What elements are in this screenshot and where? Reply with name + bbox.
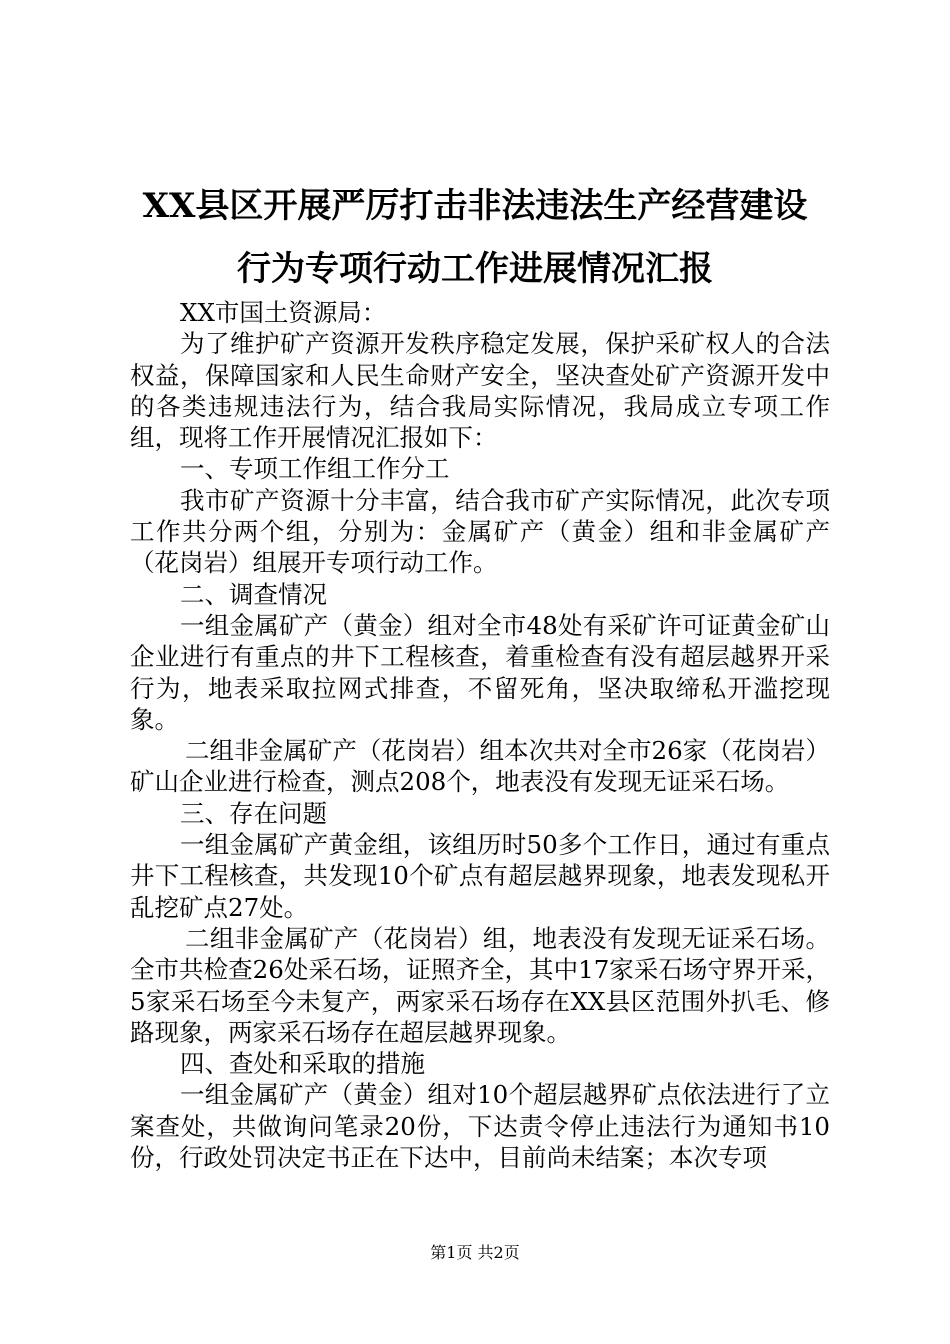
paragraph-measures-group1: 一组金属矿产（黄金）组对10个超层越界矿点依法进行了立案查处，共做询问笔录20份，下达责令停止违法行为通知书10份，行政处罚决定书正在下达中，目前尚未结案；本次专项 [130,1080,830,1173]
document-title-line-1: XX县区开展严厉打击非法违法生产经营建设 [142,186,808,226]
paragraph-investigation-group2: 二组非金属矿产（花岗岩）组本次共对全市26家（花岗岩）矿山企业进行检查，测点208个，地表没有发现无证采石场。 [130,736,830,797]
section-heading-2: 二、调查情况 [180,579,327,609]
page-footer: 第1页 共2页 [430,1243,520,1262]
section-heading-3: 三、存在问题 [180,798,327,828]
document-title-line-2: 行为专项行动工作进展情况汇报 [237,249,713,289]
paragraph-investigation-group1: 一组金属矿产（黄金）组对全市48处有采矿许可证黄金矿山企业进行有重点的井下工程核查，着重检查有没有超层越界开采行为，地表采取拉网式排查，不留死角，坚决取缔私开滥挖现象。 [130,610,830,734]
paragraph-problems-group1: 一组金属矿产黄金组，该组历时50多个工作日，通过有重点井下工程核查，共发现10个矿点有超层越界现象，地表发现私开乱挖矿点27处。 [130,830,830,922]
document-body [130,297,830,1173]
paragraph-intro: 为了维护矿产资源开发秩序稳定发展，保护采矿权人的合法权益，保障国家和人民生命财产安全，坚决查处矿产资源开发中的各类违规违法行为，结合我局实际情况，我局成立专项工作组，现将工作开展情况汇报如下： [130,329,830,453]
paragraph-problems-group2: 二组非金属矿产（花岗岩）组，地表没有发现无证采石场。全市共检查26处采石场，证照齐全，其中17家采石场守界开采，5家采石场至今未复产，两家采石场存在XX县区范围外扒毛、修路现象，两家采石场存在超层越界现象。 [130,923,830,1047]
section-heading-4: 四、查处和采取的措施 [180,1049,425,1079]
paragraph-division: 我市矿产资源十分丰富，结合我市矿产实际情况，此次专项工作共分两个组，分别为：金属矿产（黄金）组和非金属矿产（花岗岩）组展开专项行动工作。 [130,485,830,578]
salutation: XX市国土资源局： [180,298,387,327]
section-heading-1: 一、专项工作组工作分工 [180,454,450,484]
